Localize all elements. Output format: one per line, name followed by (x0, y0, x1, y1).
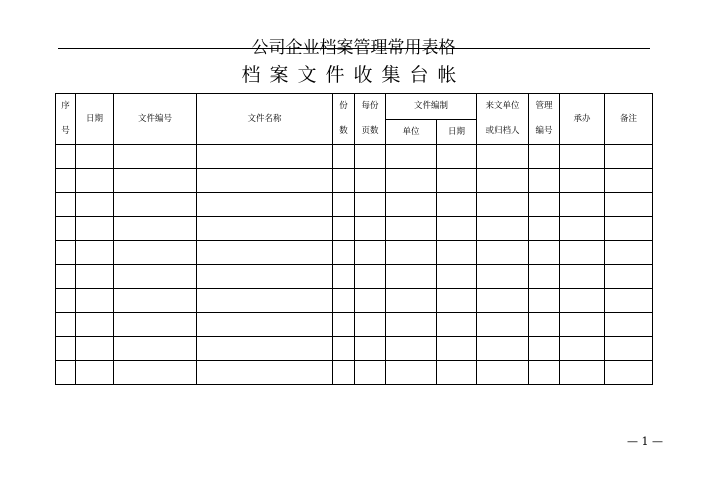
table-cell (333, 313, 355, 337)
table-cell (605, 169, 653, 193)
table-cell (477, 169, 529, 193)
table-cell (605, 313, 653, 337)
table-cell (437, 241, 477, 265)
table-cell (437, 337, 477, 361)
table-cell (529, 337, 560, 361)
table-cell (605, 241, 653, 265)
table-cell (386, 265, 437, 289)
table-cell (477, 265, 529, 289)
table-row (56, 265, 653, 289)
table-cell (197, 145, 333, 169)
table-cell (333, 241, 355, 265)
table-cell (355, 361, 386, 385)
table-cell (114, 217, 197, 241)
table-cell (386, 193, 437, 217)
table-cell (56, 193, 76, 217)
table-cell (386, 337, 437, 361)
table-cell (560, 193, 605, 217)
table-cell (437, 145, 477, 169)
table-row (56, 361, 653, 385)
table-cell (76, 265, 114, 289)
table-cell (355, 265, 386, 289)
table-cell (56, 169, 76, 193)
table-cell (76, 169, 114, 193)
table-cell (114, 313, 197, 337)
table-cell (605, 265, 653, 289)
table-cell (437, 265, 477, 289)
table-cell (197, 361, 333, 385)
table-cell (355, 337, 386, 361)
table-cell (477, 337, 529, 361)
table-cell (605, 289, 653, 313)
table-cell (560, 217, 605, 241)
table-cell (477, 217, 529, 241)
table-cell (114, 337, 197, 361)
table-cell (477, 145, 529, 169)
table-cell (197, 289, 333, 313)
table-cell (386, 361, 437, 385)
table-row (56, 145, 653, 169)
table-row (56, 193, 653, 217)
table-cell (76, 313, 114, 337)
table-cell (114, 289, 197, 313)
table-cell (114, 361, 197, 385)
table-cell (197, 169, 333, 193)
table-row (56, 169, 653, 193)
table-cell (477, 313, 529, 337)
table-cell (560, 265, 605, 289)
table-cell (76, 217, 114, 241)
table-cell (56, 313, 76, 337)
table-cell (333, 337, 355, 361)
table-cell (76, 337, 114, 361)
col-source-header: 来文单位 或归档人 (477, 94, 529, 145)
table-cell (333, 193, 355, 217)
col-compile-group-header: 文件编制 (386, 94, 477, 120)
table-cell (437, 193, 477, 217)
table-cell (56, 337, 76, 361)
table-cell (114, 265, 197, 289)
document-title: 档案文件收集台帐 (241, 64, 466, 86)
table-cell (333, 169, 355, 193)
table-cell (386, 217, 437, 241)
table-cell (605, 217, 653, 241)
table-cell (355, 145, 386, 169)
table-cell (529, 241, 560, 265)
table-cell (197, 337, 333, 361)
table-cell (56, 217, 76, 241)
table-cell (437, 289, 477, 313)
table-cell (386, 313, 437, 337)
table-cell (605, 193, 653, 217)
table-cell (605, 337, 653, 361)
table-cell (197, 217, 333, 241)
col-remarks-header: 备注 (605, 94, 653, 145)
table-cell (355, 313, 386, 337)
table-cell (529, 193, 560, 217)
header-title: 公司企业档案管理常用表格 (251, 38, 456, 58)
table-cell (560, 361, 605, 385)
table-cell (56, 361, 76, 385)
col-handler-header: 承办 (560, 94, 605, 145)
table-cell (386, 241, 437, 265)
col-copies-header: 份 数 (333, 94, 355, 145)
col-compile-unit-header: 单位 (386, 119, 437, 145)
table-row (56, 289, 653, 313)
table-cell (355, 169, 386, 193)
collection-ledger-table (55, 93, 653, 385)
table-cell (197, 193, 333, 217)
table-cell (197, 241, 333, 265)
table-cell (477, 241, 529, 265)
table-cell (355, 217, 386, 241)
table-cell (386, 289, 437, 313)
table-cell (386, 169, 437, 193)
table-cell (333, 289, 355, 313)
table-cell (529, 289, 560, 313)
col-pages-header: 每份 页数 (355, 94, 386, 145)
table-cell (477, 361, 529, 385)
table-cell (56, 265, 76, 289)
table-cell (560, 289, 605, 313)
table-cell (333, 265, 355, 289)
table-cell (56, 241, 76, 265)
table-cell (529, 145, 560, 169)
table-cell (114, 193, 197, 217)
table-cell (114, 145, 197, 169)
table-cell (477, 289, 529, 313)
table-cell (560, 241, 605, 265)
col-mgmt-number-header: 管理 编号 (529, 94, 560, 145)
table-cell (56, 289, 76, 313)
table-cell (197, 313, 333, 337)
table-cell (437, 313, 477, 337)
table-cell (437, 361, 477, 385)
table-cell (56, 145, 76, 169)
table-cell (355, 193, 386, 217)
table-cell (477, 193, 529, 217)
table-row (56, 313, 653, 337)
col-date-header: 日期 (76, 94, 114, 145)
table-cell (560, 145, 605, 169)
col-file-name-header: 文件名称 (197, 94, 333, 145)
table-cell (355, 241, 386, 265)
table-cell (197, 265, 333, 289)
table-cell (560, 313, 605, 337)
table-cell (76, 193, 114, 217)
table-cell (76, 241, 114, 265)
table-cell (76, 145, 114, 169)
col-seq-header: 序 号 (56, 94, 76, 145)
table-cell (529, 313, 560, 337)
table-cell (560, 169, 605, 193)
table-cell (333, 217, 355, 241)
page-number: — 1 — (627, 435, 663, 448)
table-cell (605, 361, 653, 385)
table-cell (333, 145, 355, 169)
table-cell (355, 289, 386, 313)
table-cell (529, 217, 560, 241)
table-cell (76, 289, 114, 313)
table-row (56, 337, 653, 361)
table-cell (114, 241, 197, 265)
col-compile-date-header: 日期 (437, 119, 477, 145)
table-cell (605, 145, 653, 169)
table-cell (437, 217, 477, 241)
table-row (56, 241, 653, 265)
table-cell (529, 169, 560, 193)
col-file-number-header: 文件编号 (114, 94, 197, 145)
table-cell (529, 361, 560, 385)
table-cell (529, 265, 560, 289)
header-row-top (56, 94, 653, 120)
table-cell (114, 169, 197, 193)
table-cell (386, 145, 437, 169)
table-row (56, 217, 653, 241)
table-cell (76, 361, 114, 385)
table-cell (437, 169, 477, 193)
table-cell (333, 361, 355, 385)
table-cell (560, 337, 605, 361)
